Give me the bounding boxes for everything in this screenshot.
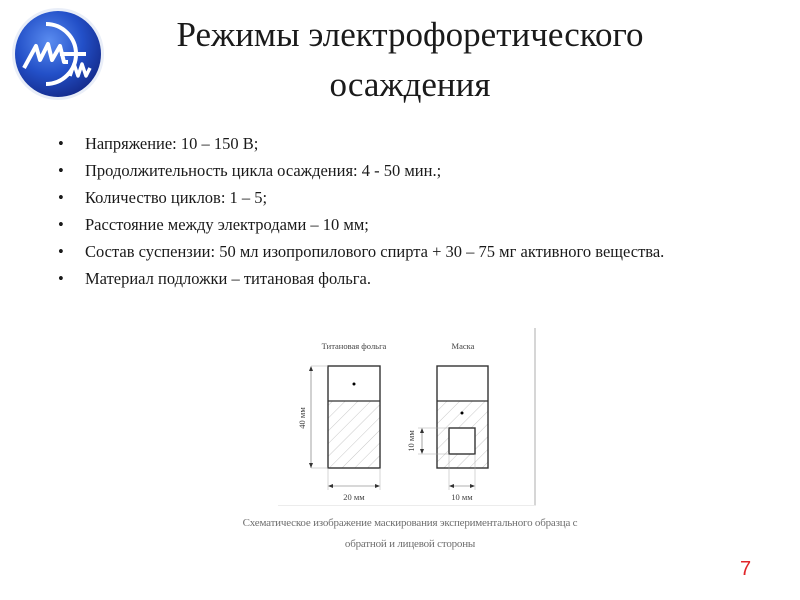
list-item <box>58 212 738 237</box>
bullet-icon: • <box>58 269 64 288</box>
list-item-text: Состав суспензии: 50 мл изопропилового спирта + 30 – 75 мг активного вещества. <box>85 242 665 261</box>
list-item-text: Напряжение: 10 – 150 В; <box>85 134 259 153</box>
list-item-text: Материал подложки – титановая фольга. <box>85 269 371 288</box>
page-number: 7 <box>740 558 752 580</box>
parameters-list <box>58 131 738 293</box>
caption-line-2: обратной и лицевой стороны <box>344 538 476 550</box>
dimension-10mm-horizontal: 10 мм <box>451 492 473 502</box>
masking-diagram-svg <box>278 328 536 506</box>
dimension-10mm-vertical: 10 мм <box>406 430 416 452</box>
dimension-40mm: 40 мм <box>297 407 307 429</box>
list-item <box>58 266 738 291</box>
list-item <box>58 185 738 210</box>
label-titanium-foil: Титановая фольга <box>321 341 387 351</box>
list-item-text: Продолжительность цикла осаждения: 4 - 50 мин.; <box>85 161 442 180</box>
titanium-foil-drawing <box>297 366 380 502</box>
list-item-text: Расстояние между электродами – 10 мм; <box>85 215 369 234</box>
list-item <box>58 131 738 156</box>
page-title <box>130 10 690 110</box>
masking-diagram <box>278 328 536 506</box>
title-line-2: осаждения <box>329 65 491 104</box>
bullet-icon: • <box>58 215 64 234</box>
figure-border <box>534 328 536 506</box>
bullet-icon: • <box>58 242 64 261</box>
dimension-20mm: 20 мм <box>343 492 365 502</box>
caption-line-1: Схематическое изображение маскирования экспериментального образца с <box>242 517 578 529</box>
figure-caption <box>190 513 630 555</box>
bullet-icon: • <box>58 161 64 180</box>
list-item <box>58 158 738 183</box>
mei-university-logo-icon <box>10 6 106 102</box>
mask-drawing <box>406 366 488 502</box>
bullet-icon: • <box>58 188 64 207</box>
list-item <box>58 239 715 264</box>
list-item-text: Количество циклов: 1 – 5; <box>85 188 268 207</box>
title-line-1: Режимы электрофоретического <box>176 15 644 54</box>
figure-border <box>278 505 536 506</box>
bullet-icon: • <box>58 134 64 153</box>
label-mask: Маска <box>451 341 475 351</box>
logo <box>10 6 106 102</box>
